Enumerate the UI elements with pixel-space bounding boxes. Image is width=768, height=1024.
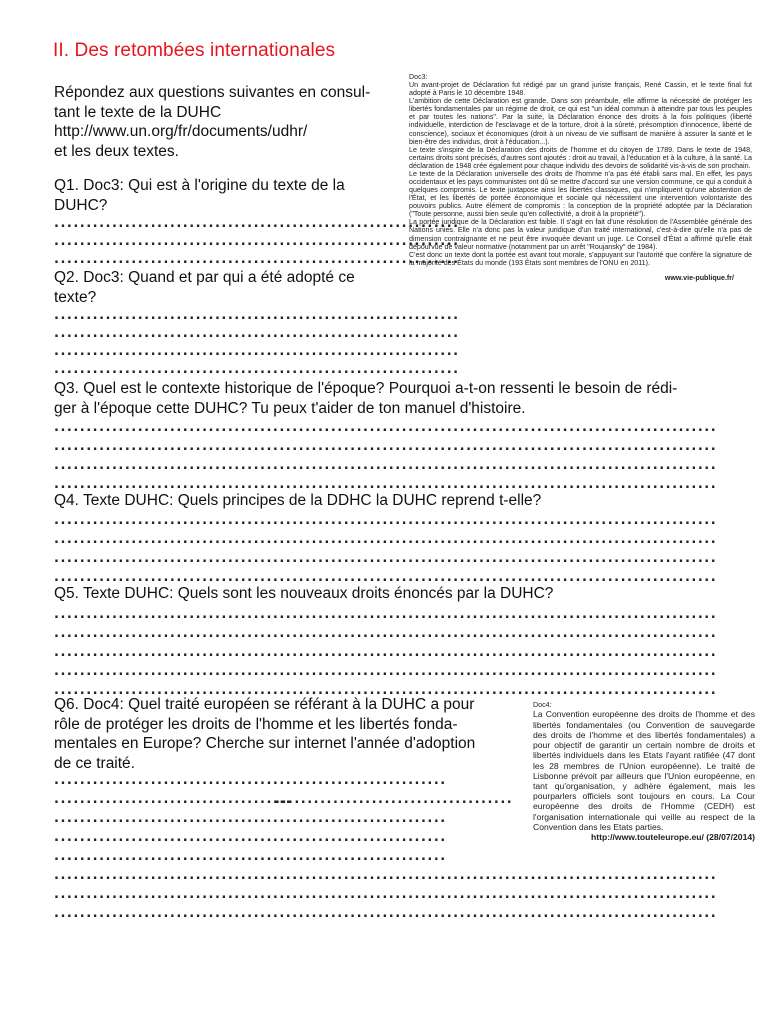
question-5-line: Q5. Texte DUHC: Quels sont les nouveaux droits énoncés par la DUHC? bbox=[54, 585, 554, 602]
question-2 bbox=[54, 268, 399, 307]
intro-text bbox=[54, 83, 394, 161]
doc4-excerpt bbox=[533, 701, 755, 842]
question-1-line: Q1. Doc3: Qui est à l'origine du texte de la bbox=[54, 177, 345, 194]
answer-line[interactable]: ............................................................. bbox=[54, 849, 447, 864]
doc3-excerpt bbox=[409, 73, 752, 282]
doc3-paragraph: Le texte de la Déclaration universelle des droits de l'homme n'a pas été établi sans mal. En effet, les pays occidentaux et les pays communistes ont dû se mettre d'accord sur une version commune, ce qui a conduit à quelques compromis. Le texte juxtapose ainsi les libertés classiques, qui n'impliquent qu'une abstention de l'État, et les libertés de portée économique et sociale qui nécessitent une intervention volontariste des pouvoirs publics. Autre élément de compromis : la conception de la propriété adoptée par la Déclaration ("Toute personne, aussi bien seule qu'en collectivité, a droit à la propriété"). bbox=[409, 169, 752, 219]
answer-line[interactable]: ....................................................................................................... bbox=[54, 645, 718, 660]
answer-line[interactable]: ....................................................................................................... bbox=[54, 551, 718, 566]
doc3-paragraph: La portée juridique de la Déclaration est faible. Il s'agit en fait d'une résolution de l'Assemblée générale des Nations unies. Elle n'a donc pas la valeur juridique d'un traité international, c'est-à-dire qu'elle n'a pas de dimension contraignante et ne peut être invoquée devant un juge. Le Conseil d'État a affirmé qu'elle était dépourvue de valeur normative (notamment par un arrêt "Roujansky" de 1984). bbox=[409, 218, 752, 251]
answer-line[interactable]: ..................................... bbox=[275, 792, 514, 807]
answer-line[interactable]: ............................................................... bbox=[54, 234, 460, 249]
section-title: II. Des retombées internationales bbox=[53, 40, 336, 61]
question-6-line: de ce traité. bbox=[54, 754, 135, 772]
question-6-line: mentales en Europe? Cherche sur internet l'année d'adoption bbox=[54, 735, 476, 752]
answer-line[interactable]: ............................................................... bbox=[54, 252, 460, 267]
doc4-body: La Convention européenne des droits de l'homme et des libertés fondamentales (ou Convention de sauvegarde des droits de l'homme et des libertés fondamentales) a pour objectif de garantir un certain nombre de droits et libertés individuels dans les Etats l'ayant ratifiée (47 dont les 28 membres de l'Union européenne). Le traité de Lisbonne prévoit par ailleurs que l'Union européenne, en tant qu'organisation, y adhère également, mais les pourparlers officiels sont toujours en cours. La Cour européenne des droits de l'Homme (CEDH) est l'organisation internationale qui veille au respect de la Convention dans les Etats parties. bbox=[533, 709, 755, 832]
answer-line[interactable]: ............................................................. bbox=[54, 773, 447, 788]
intro-link[interactable]: http://www.un.org/fr/documents/udhr/ bbox=[54, 123, 308, 140]
answer-line[interactable]: ............................................................... bbox=[54, 308, 460, 323]
doc4-label: Doc4: bbox=[533, 701, 552, 709]
answer-line[interactable]: ....................................................................................................... bbox=[54, 683, 718, 698]
doc3-paragraph: L'ambition de cette Déclaration est grande. Dans son préambule, elle affirme la nécessité de protéger les libertés fondamentales par un régime de droit, ce qui est "un idéal commun à atteindre par tous les peuples et par toutes les nations". Par la suite, la Déclaration énonce des droits à la fois politiques (liberté individuelle, interdiction de l'esclavage et de la torture, droit à la sûreté, présomption d'innocence, liberté de conscience), sociaux et économiques (droit à un niveau de vie suffisant de manière à assurer la santé et le bien-être des individus, droit à l'éducation...). bbox=[409, 97, 752, 146]
question-1-line: DUHC? bbox=[54, 196, 108, 214]
answer-line[interactable]: ....................................................................................................... bbox=[54, 607, 718, 622]
question-6 bbox=[54, 695, 529, 773]
answer-line[interactable]: ............................................................... bbox=[54, 216, 460, 231]
answer-line[interactable]: ....................................................................................................... bbox=[54, 420, 718, 435]
answer-line[interactable]: ............................................................... bbox=[54, 326, 460, 341]
question-6-line: Q6. Doc4: Quel traité européen se référant à la DUHC a pour bbox=[54, 696, 475, 713]
doc4-source[interactable]: http://www.touteleurope.eu/ (28/07/2014) bbox=[591, 832, 755, 843]
answer-line[interactable]: ............................................................... bbox=[54, 362, 460, 377]
question-5 bbox=[54, 584, 759, 604]
question-2-line: texte? bbox=[54, 288, 97, 306]
answer-line[interactable]: ....................................................................................................... bbox=[54, 664, 718, 679]
answer-line[interactable]: ....................................................................................................... bbox=[54, 477, 718, 492]
intro-line: tant le texte de la DUHC bbox=[54, 103, 222, 121]
question-2-line: Q2. Doc3: Quand et par qui a été adopté ce bbox=[54, 269, 355, 286]
answer-line[interactable]: ....................................................................................................... bbox=[54, 439, 718, 454]
question-3-line: ger à l'époque cette DUHC? Tu peux t'aider de ton manuel d'histoire. bbox=[54, 399, 526, 417]
answer-line[interactable]: ....................................................................................................... bbox=[54, 570, 718, 585]
answer-line[interactable]: ............................................................... bbox=[54, 344, 460, 359]
answer-line[interactable]: ....................................................................................................... bbox=[54, 868, 718, 883]
doc3-source[interactable]: www.vie-publique.fr/ bbox=[664, 273, 734, 282]
answer-line[interactable]: ............................................................. bbox=[54, 830, 447, 845]
answer-line[interactable]: ....................................................................................................... bbox=[54, 458, 718, 473]
answer-line[interactable]: ....................................................................................................... bbox=[54, 906, 718, 921]
answer-line[interactable]: ............................................................. bbox=[54, 811, 447, 826]
doc3-label: Doc3: bbox=[409, 73, 428, 81]
question-4 bbox=[54, 491, 759, 511]
answer-line[interactable]: ....................................................................................................... bbox=[54, 626, 718, 641]
question-3 bbox=[54, 379, 759, 418]
intro-line: Répondez aux questions suivantes en consul- bbox=[54, 84, 371, 101]
answer-line[interactable]: ....................................................................................................... bbox=[54, 532, 718, 547]
question-6-line: rôle de protéger les droits de l'homme et les libertés fonda- bbox=[54, 715, 458, 733]
doc3-paragraph: Un avant-projet de Déclaration fut rédigé par un grand juriste français, René Cassin, et le texte final fut adopté à Paris le 10 décembre 1948. bbox=[409, 81, 752, 98]
answer-line[interactable]: ..................................... bbox=[54, 792, 293, 807]
question-1 bbox=[54, 176, 399, 215]
question-4-line: Q4. Texte DUHC: Quels principes de la DDHC la DUHC reprend t-elle? bbox=[54, 492, 542, 509]
doc3-paragraph: Le texte s'inspire de la Déclaration des droits de l'homme et du citoyen de 1789. Dans le texte de 1948, certains droits sont précisés, d'autres sont ajoutés : droit au travail, à l'éducation et à la culture, à la santé. La déclaration de 1948 crée également pour chaque individu des devoirs de solidarité vis-à-vis de son prochain. bbox=[409, 145, 752, 170]
question-3-line: Q3. Quel est le contexte historique de l'époque? Pourquoi a-t-on ressenti le besoin de rédi- bbox=[54, 380, 678, 397]
answer-line[interactable]: ....................................................................................................... bbox=[54, 513, 718, 528]
answer-line[interactable]: ....................................................................................................... bbox=[54, 887, 718, 902]
doc3-paragraph: C'est donc un texte dont la portée est avant tout morale, s'appuyant sur l'autorité que confère la signature de la majorité des États du monde (193 États sont membres de l'ONU en 2011). bbox=[409, 250, 752, 267]
intro-line: et les deux textes. bbox=[54, 142, 179, 160]
